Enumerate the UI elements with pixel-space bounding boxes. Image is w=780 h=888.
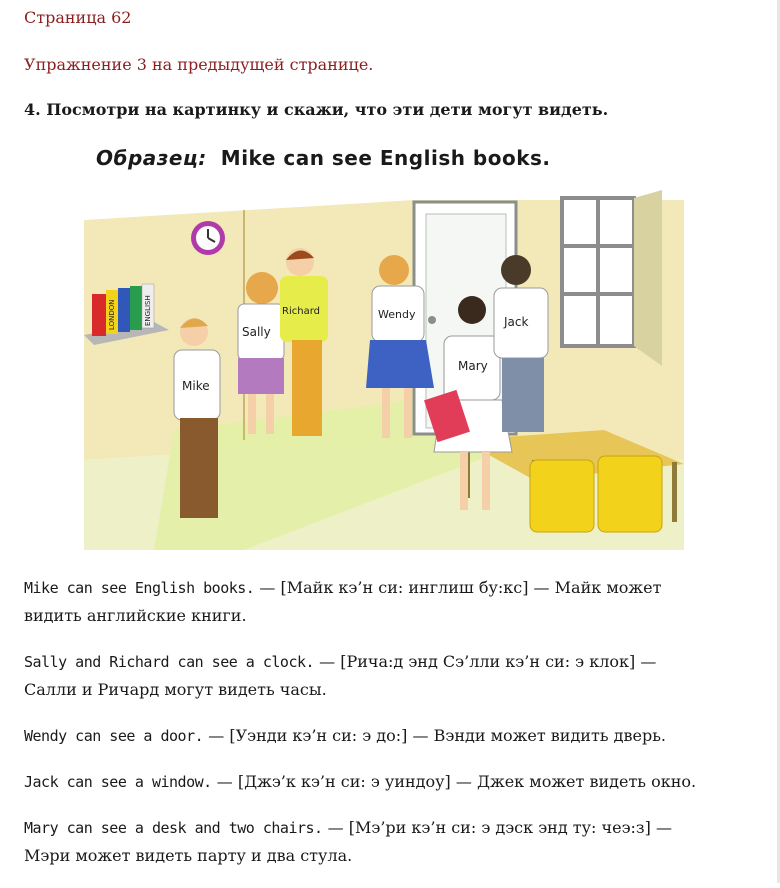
answer-english: Mike can see English books. [24, 579, 255, 597]
answer-english: Mary can see a desk and two chairs. [24, 819, 323, 837]
answer-translation: — [Уэнди кэ’н си: э до:] — Вэнди может видить дверь. [203, 726, 666, 745]
sample-text: Mike can see English books. [220, 146, 551, 170]
answer-translation: — [Джэ’к кэ’н си: э уиндоу] — Джек может видеть окно. [211, 772, 697, 791]
richard-label: Richard [282, 306, 320, 317]
answer-item [24, 814, 714, 870]
sally-label: Sally [242, 325, 271, 339]
answer-english: Wendy can see a door. [24, 727, 204, 745]
book-spine-london: LONDON [108, 299, 116, 330]
answer-english: Sally and Richard can see a clock. [24, 653, 315, 671]
answer-item [24, 648, 714, 704]
answer-translation: — [Майк кэ’н си: инглиш бу:кс] — Майк может видить английские книги. [24, 578, 662, 625]
book-spine-english: ENGLISH [144, 295, 152, 326]
answer-item [24, 574, 714, 630]
sample-label: Образец: [96, 146, 207, 170]
classroom-illustration [84, 190, 684, 550]
task-heading: 4. Посмотри на картинку и скажи, что эти дети могут видеть. [24, 100, 609, 119]
reference-line: Упражнение 3 на предыдущей странице. [24, 55, 374, 74]
mary-label: Mary [458, 359, 488, 373]
answer-english: Jack can see a window. [24, 773, 212, 791]
answer-item [24, 722, 714, 750]
answer-item [24, 768, 714, 796]
clock-icon [191, 221, 225, 255]
window [562, 190, 662, 366]
answers-list [24, 574, 714, 888]
answer-translation: — [Рича:д энд Сэ’лли кэ’н си: э клок] — Салли и Ричард могут видеть часы. [24, 652, 657, 699]
wendy-label: Wendy [378, 308, 416, 321]
page-header: Страница 62 [24, 8, 132, 27]
sample-line [96, 146, 551, 170]
jack-label: Jack [504, 315, 529, 329]
mike-label: Mike [182, 379, 210, 393]
answer-translation: — [Мэ’ри кэ’н си: э дэск энд ту: чеэ:з] — Мэри может видеть парту и два стула. [24, 818, 672, 865]
